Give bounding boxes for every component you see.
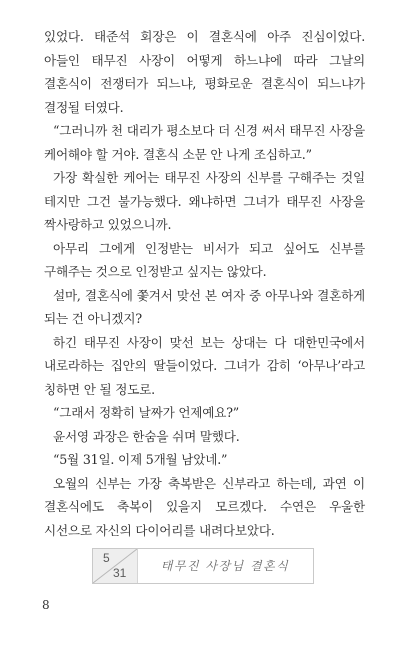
paragraph: “5월 31일. 이제 5개월 남았네.” [53, 452, 228, 467]
diary-day: 31 [113, 566, 127, 580]
paragraph: 오월의 신부는 가장 축복받은 신부라고 하는데, 과연 이 결혼식에도 축복이 있을지 모르겠다. 수연은 우울한 시선으로 자신의 다이어리를 내려다보았다. [44, 475, 365, 538]
diary-note-title: 태무진 사장님 결혼식 [160, 559, 290, 573]
paragraph: 아무리 그에게 인정받는 비서가 되고 싶어도 신부를 구해주는 것으로 인정받고 싶지는 않았다. [44, 240, 365, 279]
page-number: 8 [42, 598, 50, 612]
paragraph: “그러니까 천 대리가 평소보다 더 신경 써서 태무진 사장을 케어해야 할 거야. 결혼식 소문 안 나게 조심하고.” [44, 123, 365, 162]
paragraph: 윤서영 과장은 한숨을 쉬며 말했다. [53, 428, 240, 444]
body-text [44, 25, 365, 542]
paragraph: 있었다. 태준석 회장은 이 결혼식에 아주 진심이었다. 아들인 태무진 사장이 어떻게 하느냐에 따라 그날의 결혼식이 전쟁터가 되느냐, 평화로운 결혼식이 되느냐가 결정될 터였다. [44, 29, 365, 115]
paragraph: 가장 확실한 케어는 태무진 사장의 신부를 구해주는 것일 테지만 그건 불가능했다. 왜냐하면 그녀가 태무진 사장을 짝사랑하고 있었으니까. [44, 170, 365, 232]
diary-note-card [92, 548, 314, 584]
diary-date-box [93, 549, 138, 583]
paragraph: “그래서 정확히 날짜가 언제예요?” [53, 405, 239, 420]
paragraph: 설마, 결혼식에 쫓겨서 맞선 본 여자 중 아무나와 결혼하게 되는 건 아니겠지? [44, 287, 365, 326]
diary-month: 5 [103, 551, 110, 565]
paragraph: 하긴 태무진 사장이 맞선 보는 상대는 다 대한민국에서 내로라하는 집안의 딸들이었다. 그녀가 감히 ‘아무나’라고 칭하면 안 될 정도로. [44, 334, 365, 397]
